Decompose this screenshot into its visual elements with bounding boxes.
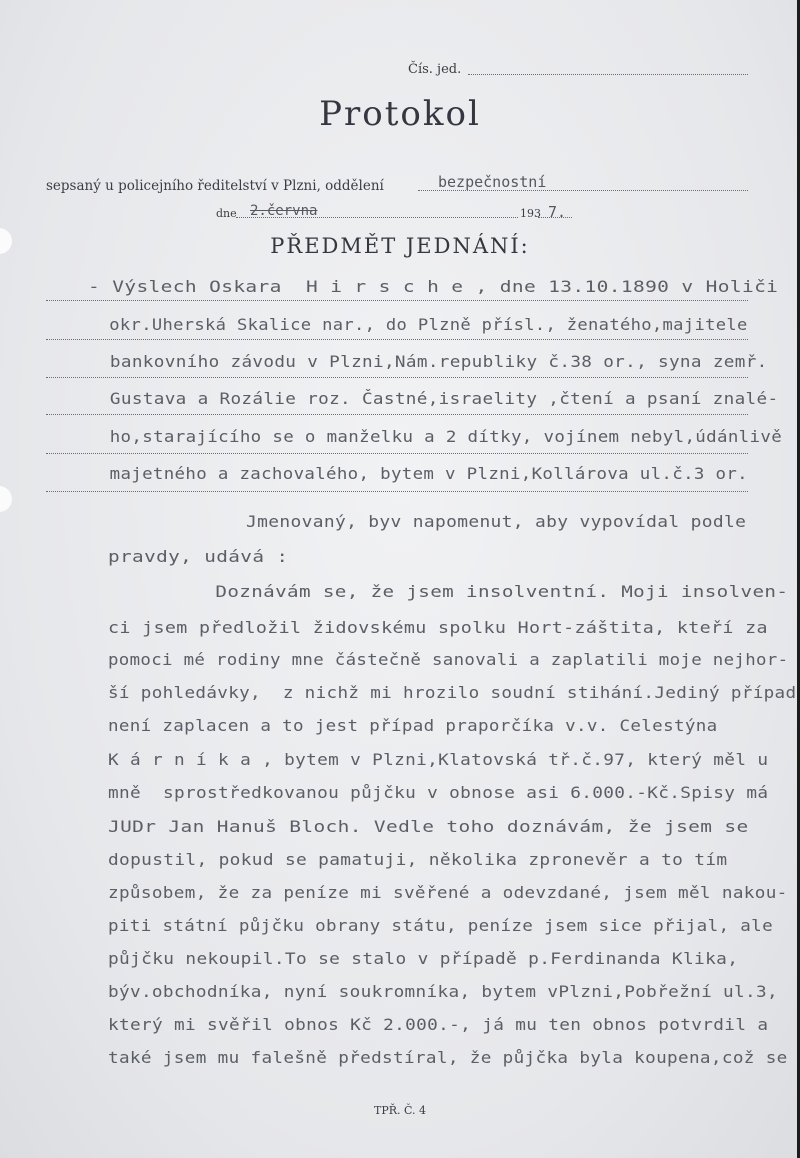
year-digit: 7.: [548, 203, 567, 221]
body-line: pomoci mé rodiny mne částečně sanovali a zaplatili moje nejhor-: [108, 651, 789, 669]
body-line: který mi svěřil obnos Kč 2.000.-, já mu ten obnos potvrdil a: [108, 1016, 769, 1034]
subject-rule: [46, 414, 748, 415]
subject-line: Gustava a Rozálie roz. Častné,israelity ,čtení a psaní znalé-: [88, 390, 779, 408]
subject-line: okr.Uherská Skalice nar., do Plzně přísl., ženatého,majitele: [88, 316, 748, 334]
subject-line: majetného a zachovalého, bytem v Plzni,Kollárova ul.č.3 or.: [88, 465, 748, 483]
reference-number-label: Čís. jed.: [408, 62, 462, 77]
body-line: Doznávám se, že jsem insolventní. Moji insolven-: [108, 583, 789, 601]
body-line: půjčku nekoupil.To se stalo v případě p.Ferdinanda Klika,: [108, 950, 739, 968]
date-label: dne: [216, 207, 237, 220]
subject-rule: [46, 453, 748, 454]
body-line: mně sprostředkovanou půjčku v obnose asi 6.000.-Kč.Spisy má: [108, 784, 769, 802]
body-line: ší pohledávky, z nichž mi hrozilo soudní stihání.Jediný případ: [108, 684, 797, 702]
year-prefix: 193: [520, 207, 541, 220]
body-line: K á r n í k a , bytem v Plzni,Klatovská tř.č.97, který měl u: [108, 751, 769, 769]
subject-line: ho,starajícího se o manželku a 2 dítky, vojínem nebyl,údánlivě: [88, 428, 783, 446]
body-line: není zaplacen a to jest případ praporčíka v.v. Celestýna: [108, 717, 718, 735]
subject-line: bankovního závodu v Plzni,Nám.republiky č.38 or., syna zemř.: [88, 353, 768, 371]
body-line: pravdy, udává :: [108, 548, 289, 566]
subject-rule: [46, 491, 748, 492]
subject-line: - Výslech Oskara H i r s c h e , dne 13.10.1890 v Holiči: [88, 278, 779, 296]
subject-rule: [46, 339, 748, 340]
subject-rule: [46, 377, 748, 378]
body-line: piti státní půjčku obrany státu, peníze jsem sice přijal, ale: [108, 917, 773, 935]
subject-rule: [46, 300, 748, 301]
body-line: způsobem, že za peníze mi svěřené a odevzdané, jsem měl nakou-: [108, 884, 788, 902]
body-line: býv.obchodníka, nyní soukromníka, bytem vPlzni,Pobřežní ul.3,: [108, 983, 778, 1001]
body-line: také jsem mu falešně předstíral, že půjčka byla koupena,což se: [108, 1049, 788, 1067]
body-line: ci jsem předložil židovskému spolku Hort-záštita, kteří za: [108, 619, 768, 637]
subject-heading: PŘEDMĚT JEDNÁNÍ:: [270, 234, 530, 258]
body-line: JUDr Jan Hanuš Bloch. Vedle toho doznávám, že jsem se: [108, 818, 749, 836]
document-title: Protokol: [319, 94, 481, 134]
department-value: bezpečnostní: [438, 173, 547, 191]
date-value: 2.června: [250, 203, 318, 219]
issuer-line-label: sepsaný u policejního ředitelství v Plzni, oddělení: [46, 178, 384, 194]
body-line: dopustil, pokud se pamatuji, několika zpronevěr a to tím: [108, 851, 728, 869]
punch-hole: [0, 486, 12, 512]
body-line: Jmenovaný, byv napomenut, aby vypovídal podle: [146, 513, 747, 531]
reference-number-line: [468, 74, 748, 75]
form-number: TPŘ. Č. 4: [373, 1104, 427, 1117]
